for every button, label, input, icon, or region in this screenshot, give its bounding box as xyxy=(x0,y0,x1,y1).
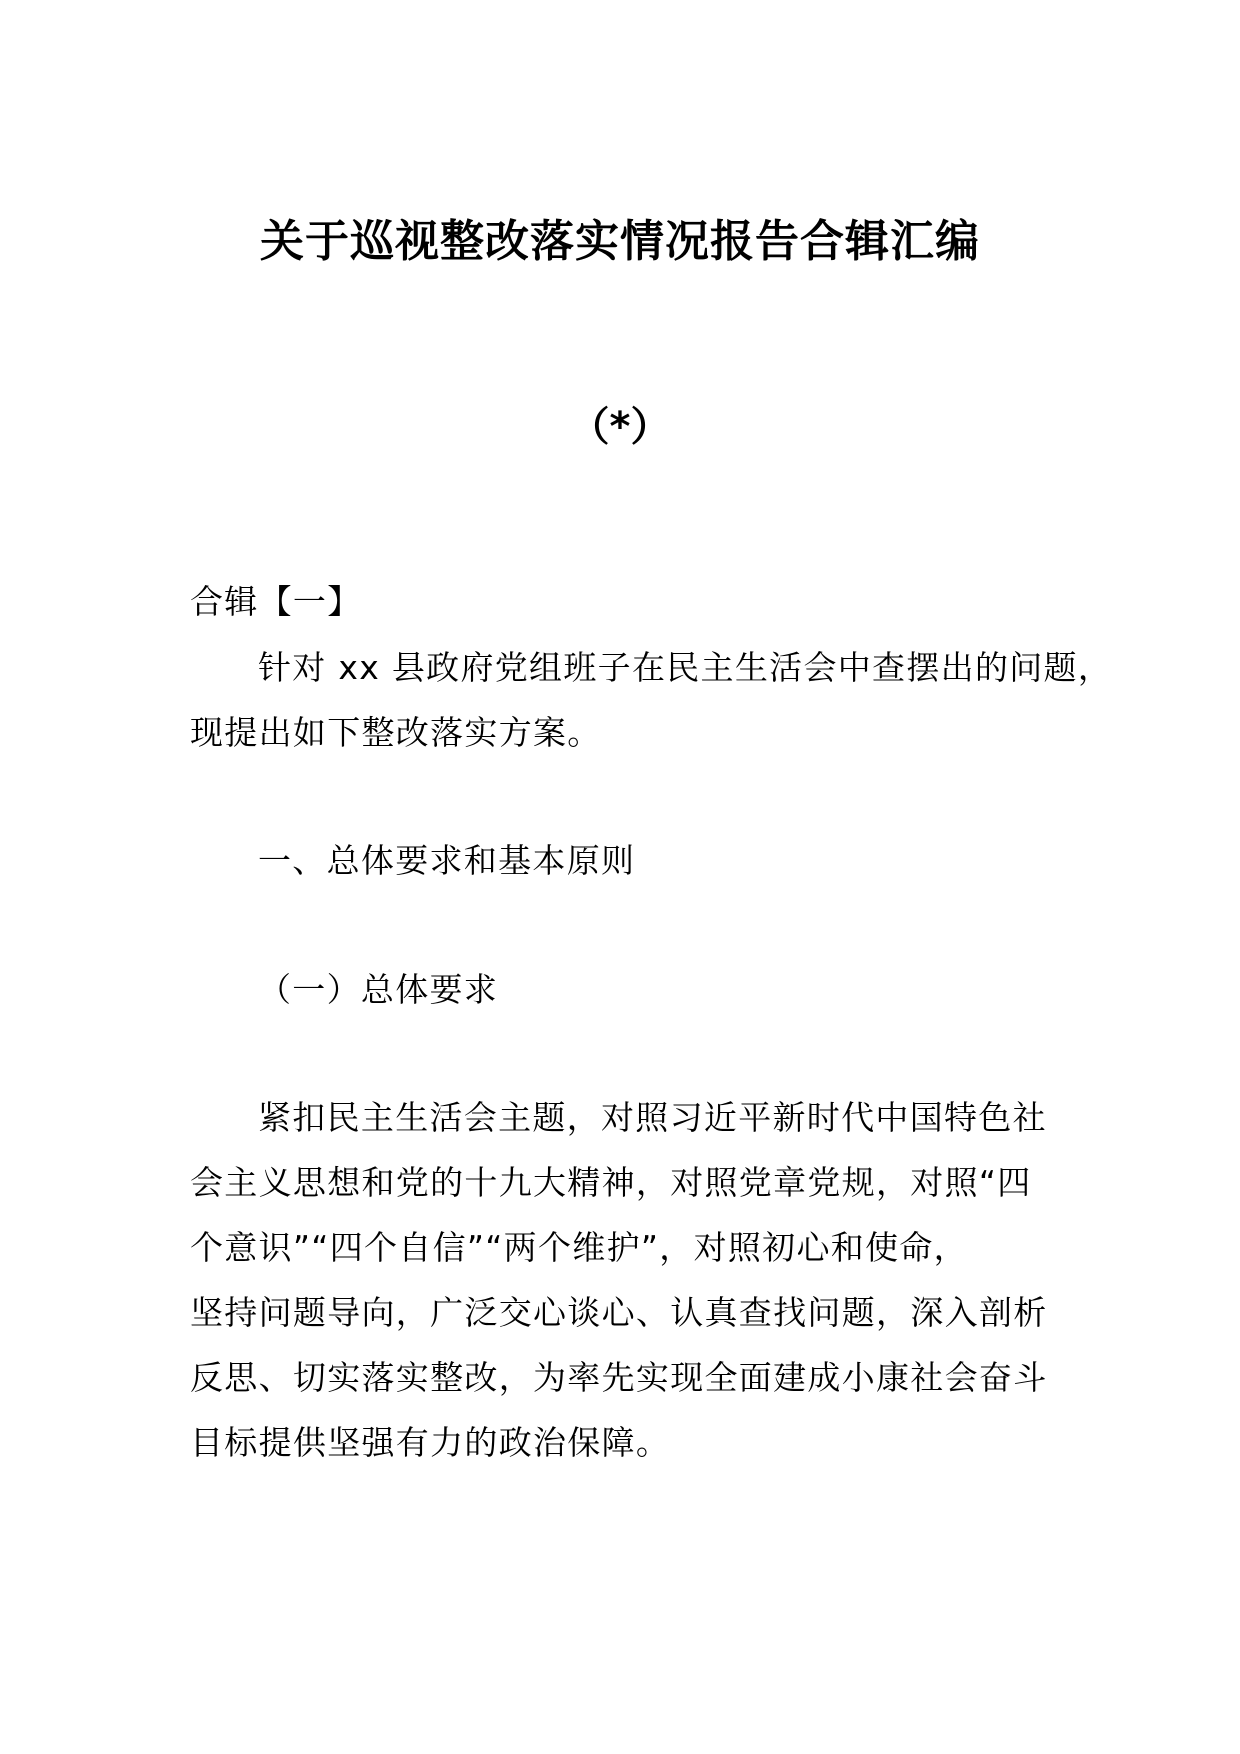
heading-level1: 一、总体要求和基本原则 xyxy=(258,841,636,880)
body-line: 会主义思想和党的十九大精神，对照党章党规，对照“四 xyxy=(190,1163,1032,1202)
section-label: 合辑【一】 xyxy=(190,582,362,621)
body-line: 反思、切实落实整改，为率先实现全面建成小康社会奋斗 xyxy=(190,1358,1048,1397)
intro-line: 现提出如下整改落实方案。 xyxy=(190,713,602,752)
body-line: 个意识”“四个自信”“两个维护”，对照初心和使命， xyxy=(190,1228,968,1267)
body-line: 紧扣民主生活会主题，对照习近平新时代中国特色社 xyxy=(258,1098,1047,1137)
intro-line: 针对 xx 县政府党组班子在民主生活会中查摆出的问题， xyxy=(258,648,1113,687)
body-line: 坚持问题导向，广泛交心谈心、认真查找问题，深入剖析 xyxy=(190,1293,1048,1332)
document-title: 关于巡视整改落实情况报告合辑汇编 xyxy=(260,216,980,267)
body-line: 目标提供坚强有力的政治保障。 xyxy=(190,1423,671,1462)
document-subtitle: （*） xyxy=(569,404,671,450)
heading-level2: （一）总体要求 xyxy=(258,970,499,1009)
